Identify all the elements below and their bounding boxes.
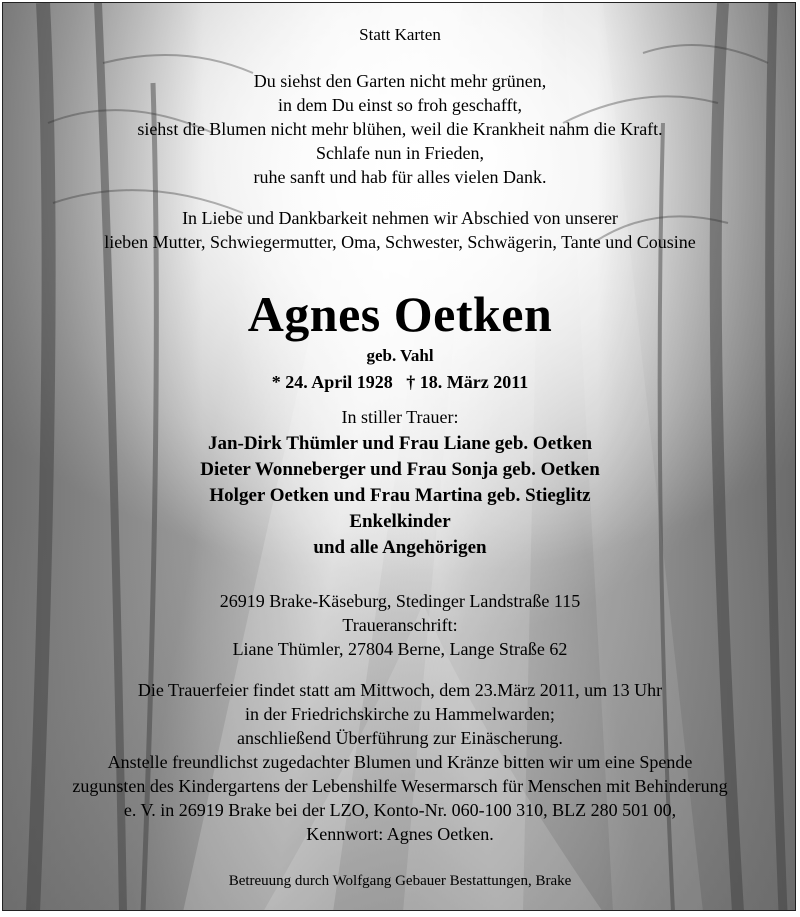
address-line: Traueranschrift: [342, 615, 458, 635]
ceremony-line: Die Trauerfeier findet statt am Mittwoch, dem 23.März 2011, um 13 Uhr [137, 680, 663, 700]
donation-line: Anstelle freundlichst zugedachter Blumen und Kränze bitten wir um eine Spende [107, 752, 693, 772]
poem-line: ruhe sanft und hab für alles vielen Dank. [253, 167, 547, 187]
intro-line: lieben Mutter, Schwiegermutter, Oma, Schwester, Schwägerin, Tante und Cousine [104, 232, 696, 252]
mourner-line: Dieter Wonneberger und Frau Sonja geb. Oetken [200, 459, 600, 480]
statt-karten-label: Statt Karten [359, 25, 441, 44]
donation-line: Kennwort: Agnes Oetken. [306, 824, 494, 844]
obituary-card [2, 2, 796, 911]
mourner-line: und alle Angehörigen [313, 537, 487, 558]
donation-line: zugunsten des Kindergartens der Lebenshilfe Wesermarsch für Menschen mit Behinderung [72, 776, 728, 796]
mourner-line: Enkelkinder [349, 511, 451, 532]
maiden-name: geb. Vahl [366, 346, 434, 365]
poem-line: in dem Du einst so froh geschafft, [277, 95, 523, 115]
life-dates: * 24. April 1928 † 18. März 2011 [271, 372, 529, 392]
address-line: 26919 Brake-Käseburg, Stedinger Landstraße 115 [219, 591, 581, 611]
deceased-name: Agnes Oetken [247, 286, 553, 342]
mourner-line: Jan-Dirk Thümler und Frau Liane geb. Oetken [207, 433, 593, 454]
poem-line: Schlafe nun in Frieden, [316, 143, 484, 163]
address-line: Liane Thümler, 27804 Berne, Lange Straße 62 [232, 639, 568, 659]
ceremony-line: anschließend Überführung zur Einäscherung. [237, 728, 563, 748]
poem-line: siehst die Blumen nicht mehr blühen, weil die Krankheit nahm die Kraft. [137, 119, 663, 139]
donation-line: e. V. in 26919 Brake bei der LZO, Konto-Nr. 060-100 310, BLZ 280 501 00, [123, 800, 677, 820]
poem-line: Du siehst den Garten nicht mehr grünen, [253, 71, 547, 91]
intro-line: In Liebe und Dankbarkeit nehmen wir Abschied von unserer [182, 208, 618, 228]
mourners-heading: In stiller Trauer: [341, 407, 459, 427]
ceremony-line: in der Friedrichskirche zu Hammelwarden; [245, 704, 555, 724]
funeral-home-credit: Betreuung durch Wolfgang Gebauer Bestattungen, Brake [228, 873, 572, 889]
mourner-line: Holger Oetken und Frau Martina geb. Stieglitz [209, 485, 591, 506]
